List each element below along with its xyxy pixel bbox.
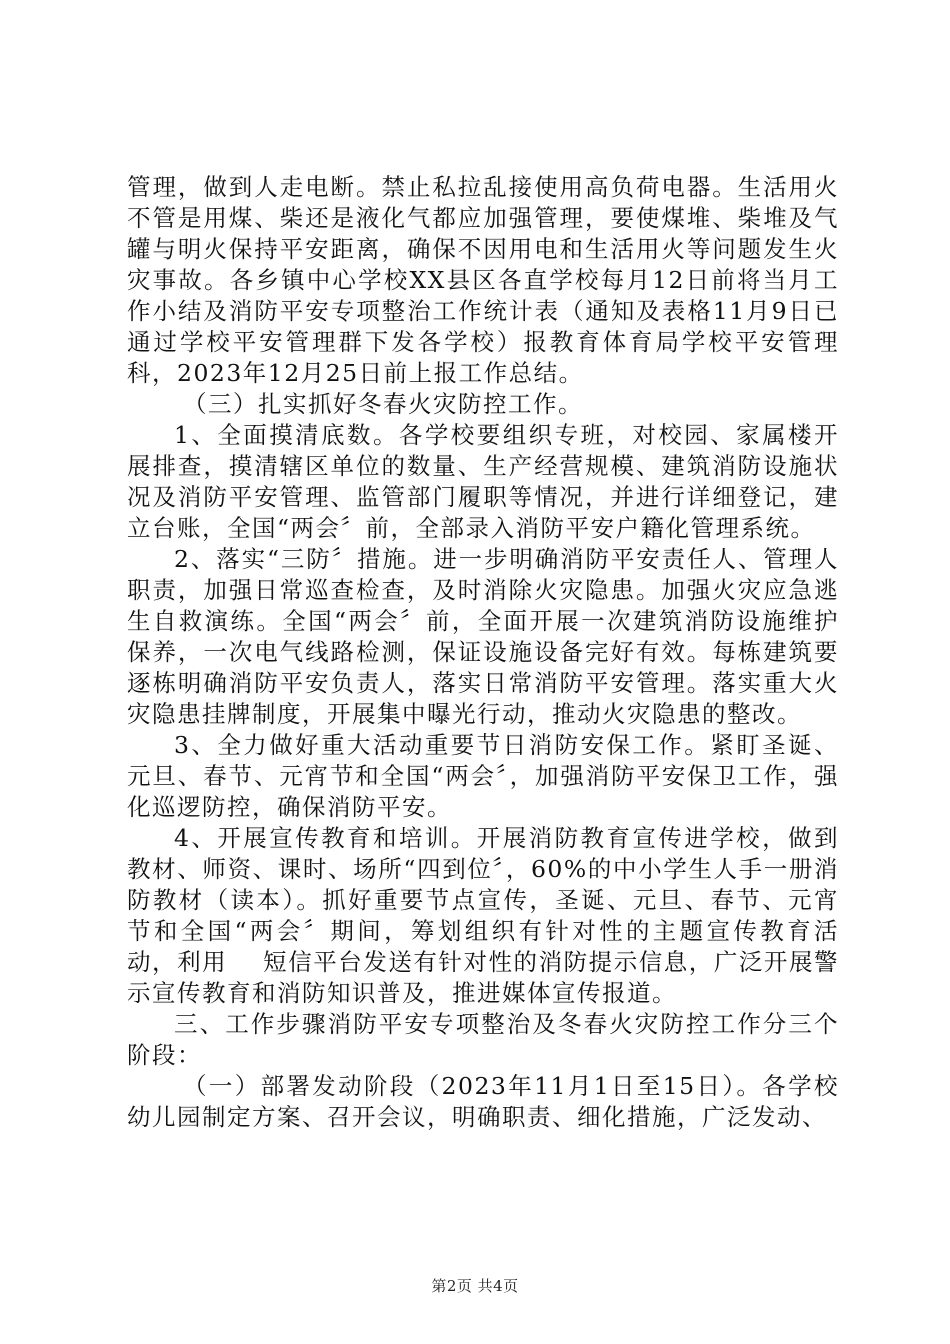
page-number-footer: 第2页 共4页 [431,1277,519,1295]
section-heading-winter-fire-control: （三）扎实抓好冬春火灾防控工作。 [183,390,583,418]
paragraph-continuation: 管理，做到人走电断。禁止私拉乱接使用高负荷电器。生活用火不管是用煤、柴还是液化气都应加强管理，要使煤堆、柴堆及气罐与明火保持平安距离，确保不因用电和生活用火等问题发生火灾事故。各乡镇中心学校XX县区各直学校每月12日前将当月工作小结及消防平安专项整治工作统计表（通知及表格11月9日已通过学校平安管理群下发各学校）报教育体育局学校平安管理科，2023年12月25日前上报工作总结。 [127,173,839,387]
section-heading-work-steps: 三、工作步骤消防平安专项整治及冬春火灾防控工作分三个阶段： [127,1010,839,1069]
paragraph-stage-1: （一）部署发动阶段（2023年11月1日至15日）。各学校幼儿园制定方案、召开会议，明确职责、细化措施，广泛发动、 [127,1072,839,1131]
paragraph-item-1: 1、全面摸清底数。各学校要组织专班，对校园、家属楼开展排查，摸清辖区单位的数量、生产经营规模、建筑消防设施状况及消防平安管理、监管部门履职等情况，并进行详细登记，建立台账，全国“两会〞前，全部录入消防平安户籍化管理系统。 [127,421,839,542]
document-body [127,172,839,1133]
paragraph-item-4: 4、开展宣传教育和培训。开展消防教育宣传进学校，做到教材、师资、课时、场所“四到位〞，60%的中小学生人手一册消防教材（读本）。抓好重要节点宣传，圣诞、元旦、春节、元宵节和全国“两会〞期间，筹划组织有针对性的主题宣传教育活动，利用 短信平台发送有针对性的消防提示信息，广泛开展警示宣传教育和消防知识普及，推进媒体宣传报道。 [127,824,839,1007]
paragraph-item-2: 2、落实“三防〞措施。进一步明确消防平安责任人、管理人职责，加强日常巡查检查，及时消除火灾隐患。加强火灾应急逃生自救演练。全国“两会〞前，全面开展一次建筑消防设施维护保养，一次电气线路检测，保证设施设备完好有效。每栋建筑要逐栋明确消防平安负责人，落实日常消防平安管理。落实重大火灾隐患挂牌制度，开展集中曝光行动，推动火灾隐患的整改。 [127,545,839,728]
paragraph-item-3: 3、全力做好重大活动重要节日消防安保工作。紧盯圣诞、元旦、春节、元宵节和全国“两会〞，加强消防平安保卫工作，强化巡逻防控，确保消防平安。 [127,731,839,821]
